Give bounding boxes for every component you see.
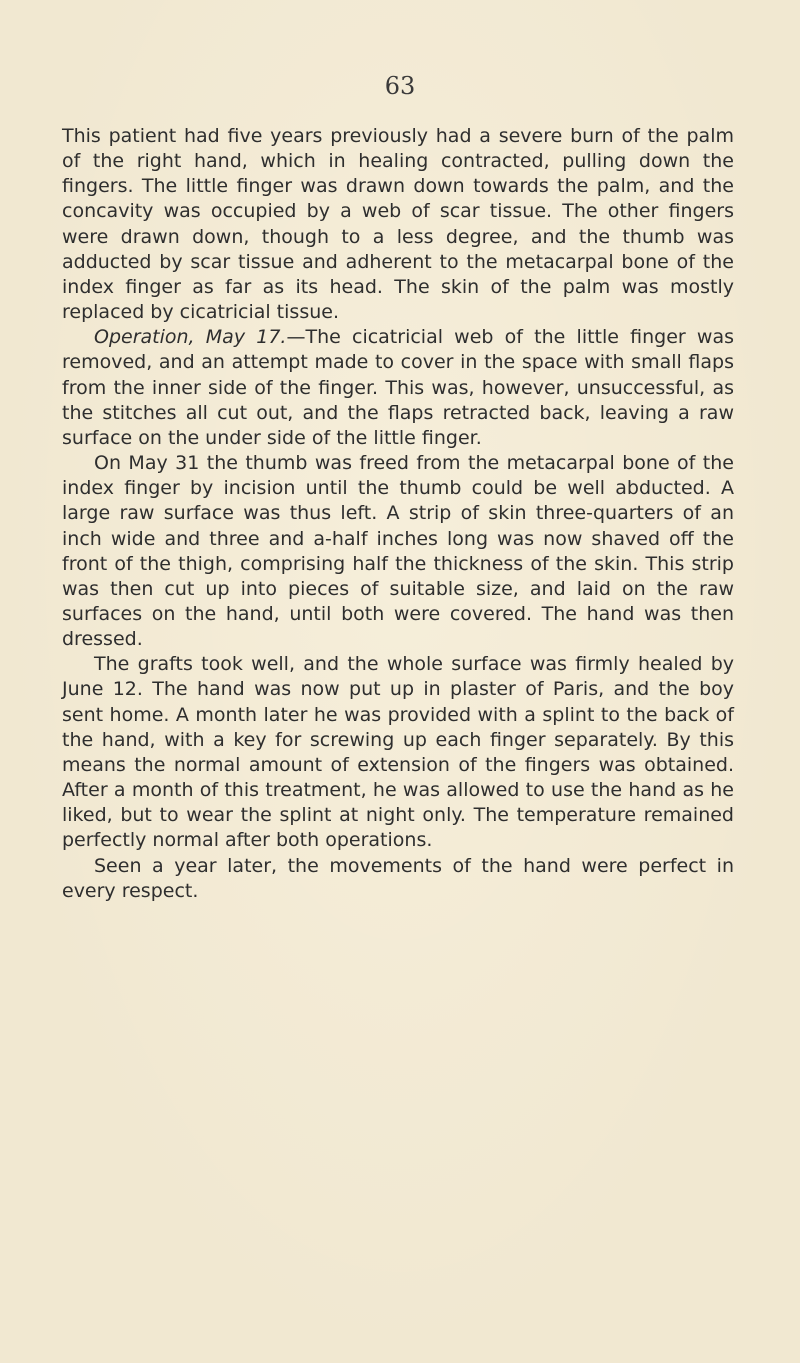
operation-text: —The cicatricial web of the little finger was removed, and an attempt made to cover in the space with small flaps from the inner side of the finger. This was, however, unsuccessful, as the stitches all cut out, and the flaps retracted back, leaving a raw surface on the under side of the little finger. [62, 326, 734, 449]
operation-heading: Operation, May 17. [94, 326, 287, 349]
paragraph-operation-may-31: On May 31 the thumb was freed from the metacarpal bone of the index finger by incision until the thumb could be well abducted. A large raw surface was thus left. A strip of skin three-quarters of an inch wide and three and a-half inches long was now shaved off the front of the thigh, comprising half the thickness of the skin. This strip was then cut up into pieces of suitable size, and laid on the raw surfaces on the hand, until both were covered. The hand was then dressed. [62, 452, 734, 651]
page-number: 63 [384, 72, 416, 100]
paragraph-grafts: The grafts took well, and the whole surface was firmly healed by June 12. The hand was now put up in plaster of Paris, and the boy sent home. A month later he was provided with a splint to the back of the hand, with a key for screwing up each finger separately. By this means the normal amount of extension of the fingers was obtained. After a month of this treatment, he was allowed to use the hand as he liked, but to wear the splint at night only. The temperature remained perfectly normal after both operations. [62, 653, 734, 852]
body-text [62, 124, 734, 904]
paragraph-case-history: This patient had five years previously had a severe burn of the palm of the right hand, which in healing contracted, pulling down the fingers. The little finger was drawn down towards the palm, and the concavity was occupied by a web of scar tissue. The other fingers were drawn down, though to a less degree, and the thumb was adducted by scar tissue and adherent to the metacarpal bone of the index finger as far as its head. The skin of the palm was mostly replaced by cicatricial tissue. [62, 125, 734, 324]
paragraph-follow-up: Seen a year later, the movements of the hand were perfect in every respect. [62, 854, 734, 902]
paragraph-operation-may-17 [62, 325, 734, 451]
